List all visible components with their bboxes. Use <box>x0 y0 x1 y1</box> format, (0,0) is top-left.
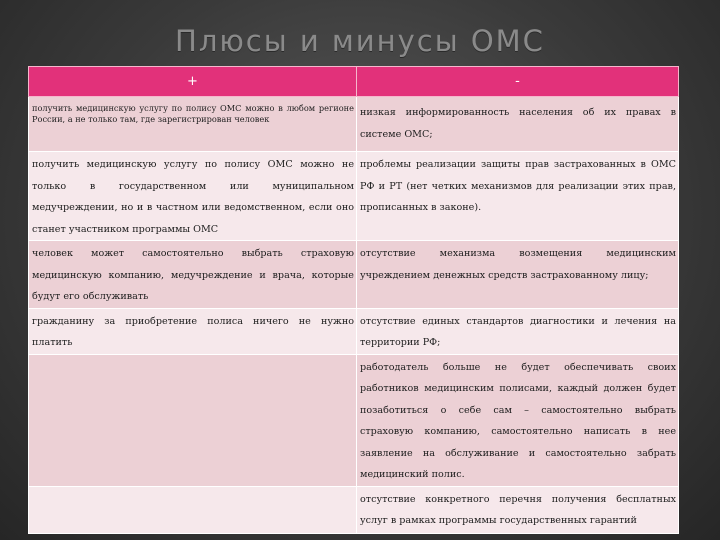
table-header-row <box>29 67 679 97</box>
plus-cell: гражданину за приобретение полиса ничего не нужно платить <box>29 308 357 354</box>
minus-column-header: - <box>357 67 679 97</box>
minus-cell: отсутствие конкретного перечня получения бесплатных услуг в рамках программы государственных гарантий <box>357 486 679 533</box>
table-row <box>29 486 679 533</box>
plus-cell: получить медицинскую услугу по полису ОМС можно не только в государственном или муниципальном медучреждении, но и в частном или ведомственном, если оно станет участником программы ОМС <box>29 152 357 241</box>
plus-column-header: + <box>29 67 357 97</box>
slide-title: Плюсы и минусы ОМС <box>175 24 545 58</box>
table-row <box>29 308 679 354</box>
table-row <box>29 241 679 309</box>
plus-cell <box>29 486 357 533</box>
table-row <box>29 97 679 152</box>
minus-cell: проблемы реализации защиты прав застрахованных в ОМС РФ и РТ (нет четких механизмов для реализации этих прав, прописанных в законе). <box>357 152 679 241</box>
plus-cell: получить медицинскую услугу по полису ОМС можно в любом регионе России, а не только там, где зарегистрирован человек <box>29 97 357 152</box>
minus-cell: низкая информированность населения об их правах в системе ОМС; <box>357 97 679 152</box>
pros-cons-table <box>28 66 679 534</box>
table-row <box>29 152 679 241</box>
plus-cell: человек может самостоятельно выбрать страховую медицинскую компанию, медучреждение и врача, которые будут его обслуживать <box>29 241 357 309</box>
minus-cell: отсутствие единых стандартов диагностики и лечения на территории РФ; <box>357 308 679 354</box>
plus-cell <box>29 354 357 486</box>
minus-cell: работодатель больше не будет обеспечивать своих работников медицинским полисами, каждый должен будет позаботиться о себе сам – самостоятельно выбрать страховую компанию, самостоятельно написать в нее заявление на обслуживание и самостоятельно забрать медицинский полис. <box>357 354 679 486</box>
table-row <box>29 354 679 486</box>
minus-cell: отсутствие механизма возмещения медицинским учреждением денежных средств застрахованному лицу; <box>357 241 679 309</box>
